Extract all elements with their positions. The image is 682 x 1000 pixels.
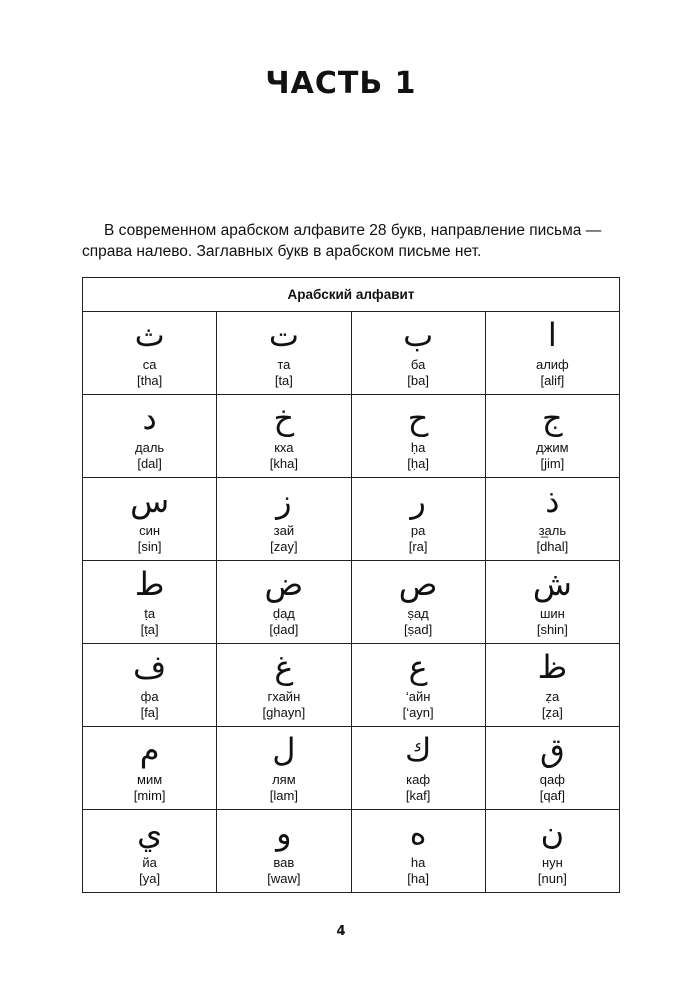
arabic-letter: د [142,399,157,437]
letter-transliteration: [jim] [540,456,565,471]
letter-transliteration: [ṭa] [140,622,159,637]
letter-cell [217,395,351,478]
letter-transliteration: [kaf] [405,788,431,803]
letter-transliteration: [alif] [540,373,565,388]
letter-name: та [277,357,291,372]
letter-cell [351,810,485,893]
arabic-letter: ل [272,731,296,769]
letter-name: ра [410,523,426,538]
letter-transliteration: [dal] [137,456,162,471]
letter-name: шин [539,606,565,621]
arabic-letter: س [130,482,170,520]
letter-name: лям [272,772,296,787]
arabic-letter: ظ [537,648,568,686]
table-row [83,810,620,893]
letter-transliteration: [kha] [269,456,298,471]
letter-name: ẓа [545,689,560,704]
letter-name: джим [536,440,569,455]
letter-name: зай [273,523,295,538]
arabic-letter: ه [409,814,427,852]
letter-cell [351,478,485,561]
letter-cell [217,561,351,644]
arabic-letter: و [276,814,292,852]
letter-cell [485,727,619,810]
arabic-letter: ب [403,316,434,354]
letter-name: йа [142,855,157,870]
arabic-letter: ذ [545,482,560,520]
letter-name: нун [541,855,563,870]
letter-name: кха [274,440,294,455]
letter-transliteration: [ba] [407,373,429,388]
arabic-letter: ث [134,316,165,354]
letter-transliteration: [waw] [267,871,301,886]
arabic-letter: ض [264,565,304,603]
arabic-letter: ش [532,565,572,603]
arabic-letter: ن [540,814,565,852]
letter-cell [83,312,217,395]
letter-cell [485,561,619,644]
letter-cell [217,644,351,727]
letter-name: ṭа [144,606,156,621]
arabic-letter: ق [539,731,565,769]
letter-cell [485,810,619,893]
letter-transliteration: [ha] [407,871,429,886]
letter-cell [351,395,485,478]
letter-name: алиф [535,357,569,372]
letter-cell [485,478,619,561]
letter-transliteration: [qaf] [539,788,566,803]
letter-name: мим [137,772,163,787]
letter-transliteration: [zay] [270,539,298,554]
letter-cell [217,810,351,893]
arabic-letter: خ [273,399,295,437]
letter-cell [83,561,217,644]
letter-name: ба [410,357,426,372]
letter-transliteration: [mim] [133,788,166,803]
letter-name: са [142,357,157,372]
intro-paragraph: В современном арабском алфавите 28 букв, направление письма — справа налево. Заглавных букв в арабском письме нет. [82,222,602,260]
letter-name: qаф [539,772,565,787]
arabic-letter: ك [404,731,432,769]
letter-transliteration: [ḍad] [269,622,299,637]
arabic-letter: ج [542,399,563,437]
letter-cell [485,312,619,395]
letter-name: ḍад [272,606,295,621]
letter-name: ṣад [407,606,429,621]
letter-name: каф [406,772,431,787]
letter-transliteration: [ṣad] [404,622,433,637]
letter-transliteration: [ra] [408,539,428,554]
letter-name: фа [140,689,159,704]
letter-name: вав [273,855,295,870]
table-row [83,561,620,644]
arabic-letter: ي [137,814,163,852]
table-body [83,312,620,893]
letter-transliteration: [dhal] [536,539,569,554]
page-number: 4 [336,924,346,939]
arabic-letter: ز [276,482,292,520]
arabic-letter: ط [134,565,165,603]
letter-name: з̲аль [538,523,567,538]
arabic-letter: ح [407,399,429,437]
letter-cell [83,810,217,893]
letter-cell [83,727,217,810]
letter-cell [83,644,217,727]
letter-transliteration: [ta] [274,373,293,388]
arabic-letter: م [139,731,160,769]
arabic-letter: ف [133,648,167,686]
letter-transliteration: [sin] [137,539,162,554]
letter-cell [351,644,485,727]
letter-name: hа [410,855,426,870]
table-row [83,727,620,810]
letter-cell [83,478,217,561]
letter-cell [217,727,351,810]
letter-transliteration: [ya] [139,871,161,886]
letter-cell [217,312,351,395]
letter-name: даль [135,440,165,455]
table-row [83,395,620,478]
arabic-letter: ا [547,316,557,354]
table-row [83,312,620,395]
letter-transliteration: [lam] [269,788,298,803]
table-row [83,644,620,727]
letter-cell [485,395,619,478]
letter-cell [83,395,217,478]
arabic-letter: غ [274,648,294,686]
letter-cell [217,478,351,561]
letter-transliteration: [nun] [537,871,567,886]
table-row [83,478,620,561]
letter-transliteration: [ẓa] [541,705,563,720]
arabic-letter: ت [268,316,299,354]
letter-cell [351,561,485,644]
letter-name: син [139,523,161,538]
letter-transliteration: [ḥa] [407,456,429,471]
letter-transliteration: [fa] [140,705,159,720]
letter-transliteration: [ghayn] [262,705,306,720]
arabic-letter: ع [408,648,428,686]
arabic-alphabet-table [82,277,620,893]
page-heading: ЧАСТЬ 1 [265,66,417,101]
letter-name: гхайн [267,689,301,704]
letter-transliteration: [tha] [136,373,163,388]
letter-cell [485,644,619,727]
letter-transliteration: [shin] [536,622,568,637]
letter-name: ‘айн [405,689,431,704]
letter-name: ḥа [410,440,426,455]
letter-cell [351,727,485,810]
letter-transliteration: [‘ayn] [402,705,434,720]
letter-cell [351,312,485,395]
arabic-letter: ص [398,565,438,603]
table-title: Арабский алфавит [83,278,620,312]
arabic-letter: ر [410,482,426,520]
